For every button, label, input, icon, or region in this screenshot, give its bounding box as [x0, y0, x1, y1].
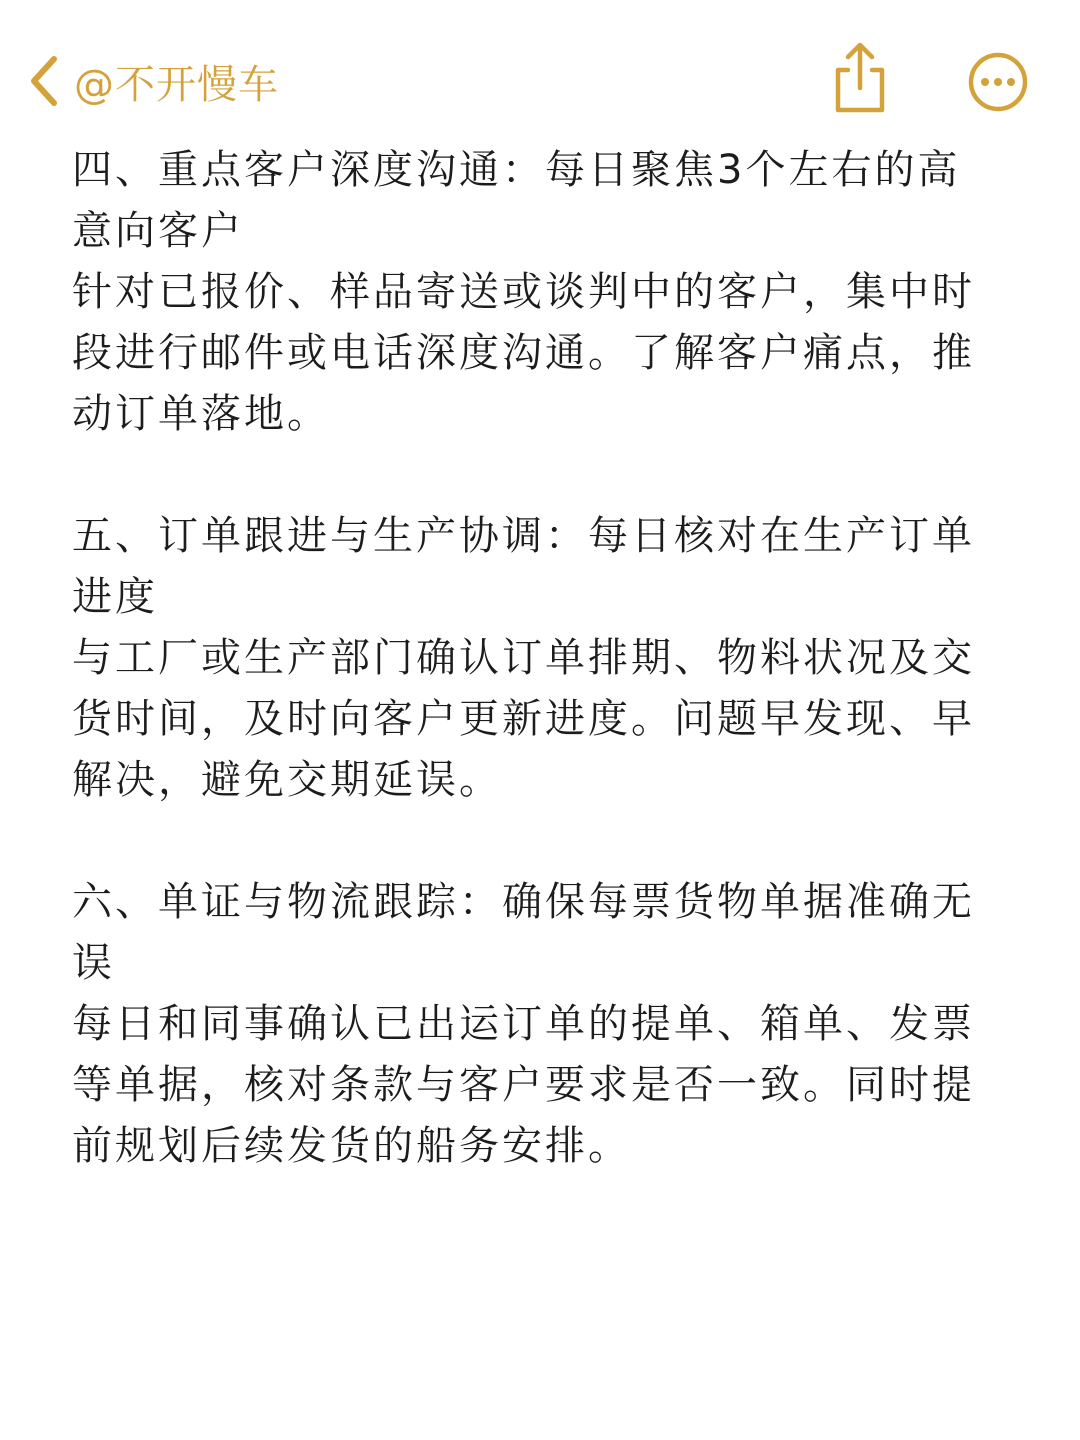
more-button[interactable] [966, 50, 1030, 114]
section-title: 四、重点客户深度沟通：每日聚焦3个左右的高意向客户 [72, 147, 961, 254]
section-body: 针对已报价、样品寄送或谈判中的客户，集中时段进行邮件或电话深度沟通。了解客户痛点，推动订单落地。 [72, 269, 975, 437]
section-title: 五、订单跟进与生产协调：每日核对在生产订单进度 [72, 513, 975, 620]
section-title: 六、单证与物流跟踪：确保每票货物单据准确无误 [72, 879, 975, 986]
chevron-left-icon [26, 53, 60, 109]
note-content[interactable] [72, 140, 992, 1238]
note-section-6 [72, 872, 992, 1177]
share-button[interactable] [828, 40, 892, 116]
note-section-5 [72, 506, 992, 811]
section-body: 每日和同事确认已出运订单的提单、箱单、发票等单据，核对条款与客户要求是否一致。同时提前规划后续发货的船务安排。 [72, 1001, 975, 1169]
navigation-bar [0, 0, 1080, 140]
share-icon [828, 101, 892, 120]
back-button[interactable] [26, 46, 279, 116]
ellipsis-circle-icon [966, 99, 1030, 118]
back-label: @不开慢车 [74, 61, 279, 108]
section-body: 与工厂或生产部门确认订单排期、物料状况及交货时间，及时向客户更新进度。问题早发现、早解决，避免交期延误。 [72, 635, 975, 803]
note-section-4 [72, 140, 992, 445]
